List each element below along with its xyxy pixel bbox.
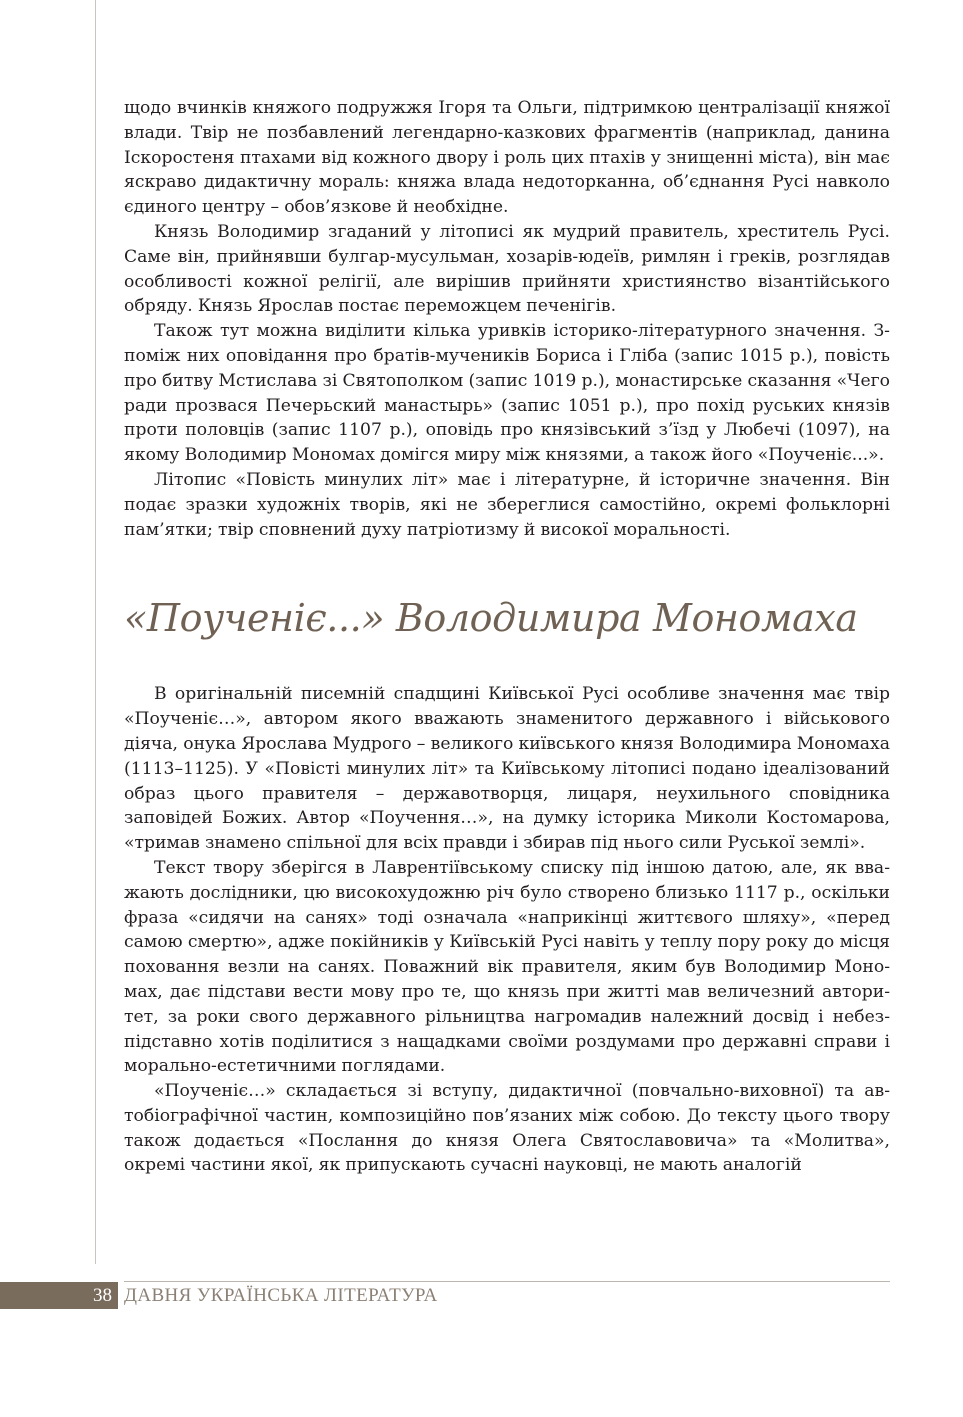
running-title: ДАВНЯ УКРАЇНСЬКА ЛІТЕРАТУРА xyxy=(124,1285,438,1306)
paragraph: щодо вчинків княжого подружжя Ігоря та Ольги, підтримкою централізації княжої влади. Твір не позбавлений легендарно-казкових фрагментів (наприклад, данина Іскоростеня птахами від кожного двору і роль цих птахів у знищенні міста), він має яскраво дидактичну мораль: княжа влада недоторканна, об’єднання Русі навколо єдиного центру – обов’язкове й необхідне. xyxy=(124,98,890,218)
page-number: 38 xyxy=(93,1285,112,1306)
paragraph: Літопис «Повість минулих літ» має і літературне, й історичне значення. Він подає зразки художніх творів, які не збереглися самостійно, окремі фольклорні пам’ятки; твір сповнений духу патріотизму й високої моральності. xyxy=(124,469,890,540)
page-content xyxy=(124,96,890,1178)
paragraph: В оригінальній писемній спадщині Київської Русі особливе значення має твір «Поученіє…», автором якого вважають знаменитого державного і військового діяча, онука Ярослава Мудрого – великого київського князя Володимира Мономаха (1113–1125). У «Повісті минулих літ» та Київському літописі подано ідеалізований образ цього правителя – державотворця, лицаря, неухильного сповідника заповідей Божих. Автор «Поучення…», на думку історика Миколи Костомарова, «тримав знамено спільної для всіх правди і збирав під нього сили Руської землі». xyxy=(124,684,890,854)
paragraph: Також тут можна виділити кілька уривків історико-літературного значення. З-поміж них оповідання про братів-мучеників Бориса і Гліба (запис 1015 р.), повість про битву Мстислава зі Святополком (запис 1019 р.), монастирське сказання «Чего ради прозвася Печерьский манастырь» (запис 1051 р.), про похід руських князів проти половців (запис 1107 р.), оповідь про князівський з’їзд у Любечі (1097), на якому Володимир Мономах домігся миру між князями, а також його «Поученіє...». xyxy=(124,321,890,466)
paragraph: «Поученіє…» складається зі вступу, дидактичної (повчально-виховної) та автобіографічної частин, композиційно пов’язаних між собою. До тексту цього твору також додається «Послання до князя Олега Святославовича» та «Молитва», окремі частини якої, як припускають сучасні науковці, не мають аналогій xyxy=(124,1081,890,1176)
paragraph: Князь Володимир згаданий у літописі як мудрий правитель, хреститель Русі. Саме він, прийнявши булгар-мусульман, хозарів-юдеїв, римлян і греків, розглядав особливості кожної релігії, але вирішив прийняти християнство візантійського обряду. Князь Ярослав постає переможцем печенігів. xyxy=(124,221,890,317)
section-heading: «Поученіє...» Володимира Мономаха xyxy=(124,596,858,641)
margin-rule xyxy=(95,0,96,1264)
page-number-bar xyxy=(0,1282,118,1309)
paragraph: Текст твору зберігся в Лаврентіївському списку під іншою датою, але, як вважають дослідники, цю високохудожню річ було створено близько 1117 р., оскільки фраза «сидячи на санях» тоді означала «наприкінці життєвого шляху», «перед самою смертю», адже покійників у Київській Русі навіть у теплу пору року до місця поховання везли на санях. Поважний вік правителя, яким був Володимир Мономах, дає підстави вести мову про те, що князь при житті мав величезний авторитет, за роки свого державного рільництва нагромадив належний досвід і небезпідставно хотів поділитися з нащадками своїми роздумами про державні справи і морально-естетичними поглядами. xyxy=(124,857,890,1077)
